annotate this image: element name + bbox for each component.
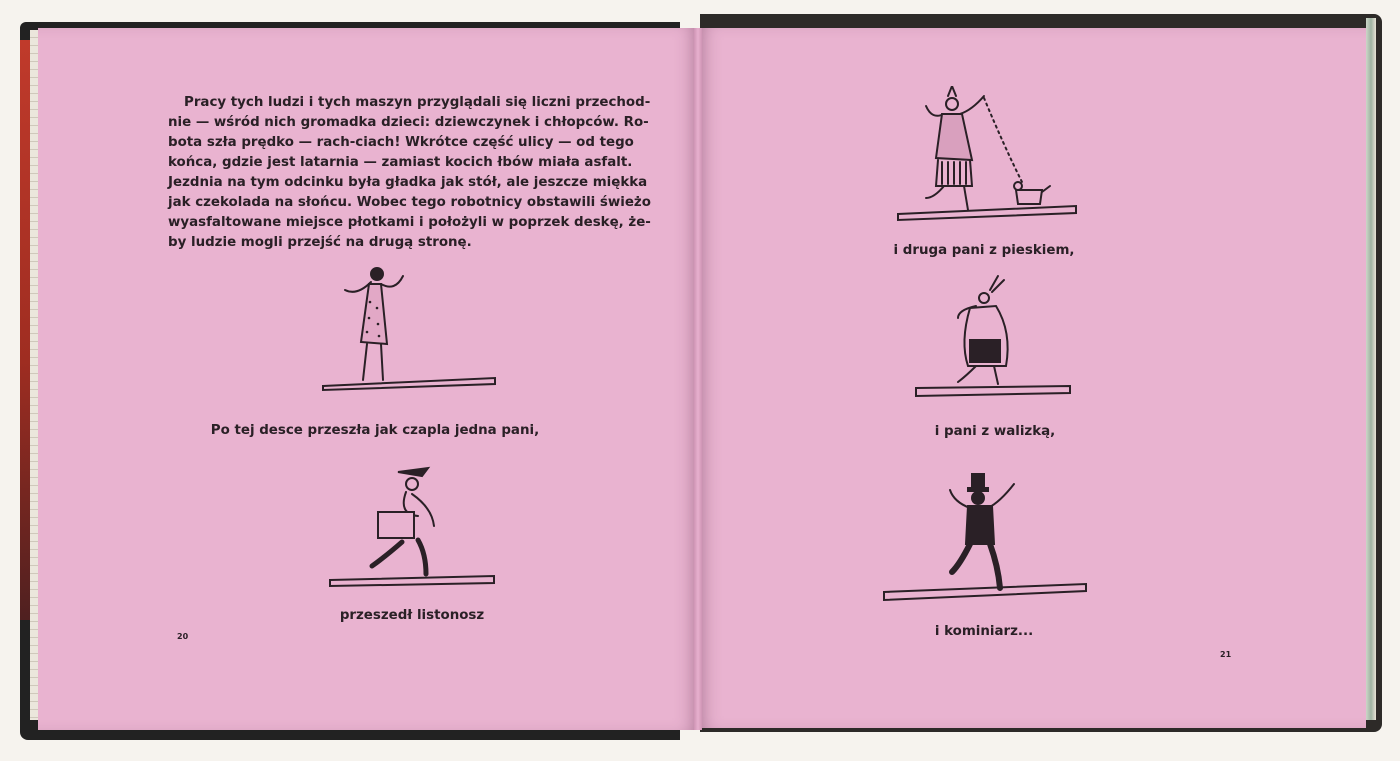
lady-with-dog-illustration [892, 86, 1082, 226]
caption-chimney-sweep: i kominiarz... [934, 624, 1034, 639]
paragraph-line: wyasfaltowane miejsce płotkami i położyli w poprzek deskę, że- [168, 215, 651, 230]
woman-on-plank-illustration [315, 262, 505, 392]
page-edges-left [30, 30, 38, 720]
page-number-right: 21 [1220, 650, 1232, 659]
paragraph-line: końca, gdzie jest latarnia — zamiast kocich łbów miała asfalt. [168, 155, 633, 170]
paragraph-line: Jezdnia na tym odcinku była gładka jak stół, ale jeszcze miękka [168, 175, 648, 190]
caption-dog-lady: i druga pani z pieskiem, [893, 243, 1075, 258]
story-paragraph [168, 93, 664, 253]
paragraph-line: Pracy tych ludzi i tych maszyn przyglądali się liczni przechod- [184, 95, 651, 110]
chimney-sweep-illustration [880, 472, 1092, 608]
paragraph-line: by ludzie mogli przejść na drugą stronę. [168, 235, 472, 250]
caption-woman: Po tej desce przeszła jak czapla jedna pani, [210, 423, 540, 438]
caption-postman: przeszedł listonosz [339, 608, 485, 623]
paragraph-line: nie — wśród nich gromadka dzieci: dziewczynek i chłopców. Ro- [168, 115, 649, 130]
postman-illustration [322, 462, 502, 592]
page-edges-right [1366, 18, 1376, 720]
page-number-left: 20 [177, 632, 189, 641]
caption-suitcase-lady: i pani z walizką, [934, 424, 1056, 439]
book-gutter [694, 28, 702, 730]
lady-with-suitcase-illustration [910, 272, 1076, 402]
paragraph-line: bota szła prędko — rach-ciach! Wkrótce część ulicy — od tego [168, 135, 634, 150]
paragraph-line: jak czekolada na słońcu. Wobec tego robotnicy obstawili świeżo [168, 195, 651, 210]
